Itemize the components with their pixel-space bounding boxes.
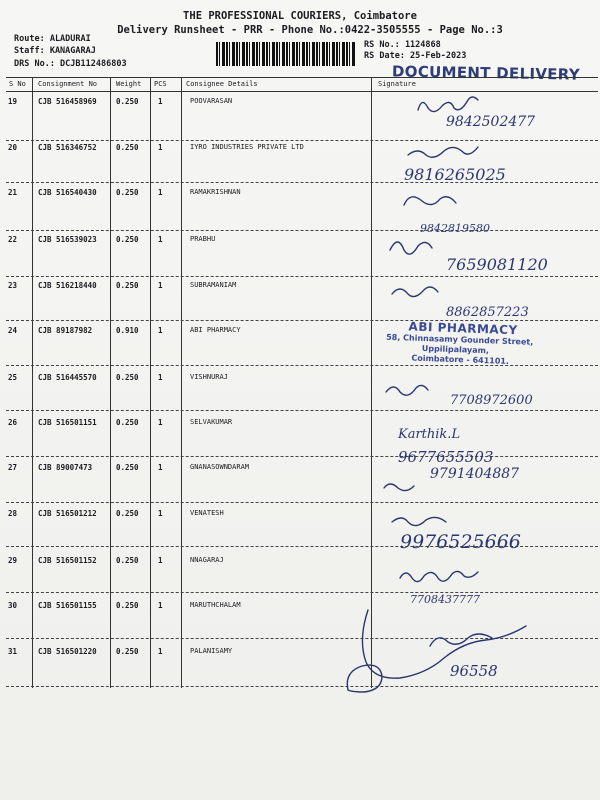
- table-top-border: [6, 77, 598, 78]
- row-separator: [6, 638, 598, 639]
- company-title: THE PROFESSIONAL COURIERS, Coimbatore: [183, 10, 417, 22]
- row-pcs: 1: [158, 326, 163, 335]
- handwritten-phone: 9842819580: [420, 222, 490, 235]
- col-sno: S No: [9, 80, 26, 88]
- row-pcs: 1: [158, 143, 163, 152]
- pharmacy-stamp-name: ABI PHARMACY: [408, 319, 518, 338]
- table-header-border: [6, 91, 598, 92]
- row-consignment: CJB 516501152: [38, 556, 97, 565]
- signature-mark: [418, 97, 478, 112]
- row-weight: 0.250: [116, 463, 139, 472]
- handwritten-phone: 9791404887: [430, 466, 520, 482]
- row-consignee: PALANISAMY: [190, 647, 233, 655]
- row-sno: 31: [8, 647, 18, 656]
- row-consignment: CJB 89007473: [38, 463, 93, 472]
- handwritten-phone: 96558: [450, 662, 498, 680]
- pharmacy-stamp-address: Uppilipalayam,: [421, 343, 490, 356]
- row-weight: 0.910: [116, 326, 139, 335]
- row-consignee: RAMAKRISHNAN: [190, 188, 241, 196]
- barcode: [216, 42, 356, 66]
- row-weight: 0.250: [116, 556, 139, 565]
- row-separator: [6, 140, 598, 141]
- row-sno: 22: [8, 235, 18, 244]
- col-divider: [32, 78, 33, 688]
- row-separator: [6, 456, 598, 457]
- row-separator: [6, 276, 598, 277]
- signature-mark: [362, 610, 526, 678]
- row-weight: 0.250: [116, 281, 139, 290]
- row-weight: 0.250: [116, 97, 139, 106]
- row-consignee: GNANASOWNDARAM: [190, 463, 250, 471]
- row-consignee: MARUTHCHALAM: [190, 601, 241, 609]
- handwritten-phone: 9842502477: [446, 114, 536, 130]
- col-signature: Signature: [378, 80, 416, 88]
- row-consignment: CJB 516539023: [38, 235, 97, 244]
- row-consignment: CJB 516458969: [38, 97, 97, 106]
- drs-number: DRS No.: DCJB112486803: [14, 59, 127, 69]
- signature-mark: [430, 634, 492, 646]
- row-weight: 0.250: [116, 143, 139, 152]
- runsheet-subtitle: Delivery Runsheet - PRR - Phone No.:0422-3505555 - Page No.:3: [117, 24, 503, 36]
- row-pcs: 1: [158, 463, 163, 472]
- row-sno: 19: [8, 97, 18, 106]
- row-sno: 20: [8, 143, 18, 152]
- row-consignee: SUBRAMANIAM: [190, 281, 237, 289]
- staff-label: Staff: KANAGARAJ: [14, 46, 96, 56]
- row-weight: 0.250: [116, 509, 139, 518]
- row-weight: 0.250: [116, 647, 139, 656]
- pharmacy-stamp-address: 58, Chinnasamy Gounder Street,: [386, 332, 534, 347]
- row-weight: 0.250: [116, 601, 139, 610]
- col-pcs: PCS: [154, 80, 167, 88]
- row-separator: [6, 686, 598, 687]
- row-weight: 0.250: [116, 188, 139, 197]
- row-consignment: CJB 516501155: [38, 601, 97, 610]
- row-pcs: 1: [158, 373, 163, 382]
- row-sno: 29: [8, 556, 18, 565]
- handwritten-phone: 7659081120: [446, 255, 548, 274]
- signature-mark: [347, 665, 382, 692]
- row-pcs: 1: [158, 281, 163, 290]
- row-pcs: 1: [158, 97, 163, 106]
- rs-number: RS No.: 1124868: [364, 40, 441, 50]
- row-consignee: VENATESH: [190, 509, 224, 517]
- rs-date: RS Date: 25-Feb-2023: [364, 51, 467, 61]
- signature-mark: [404, 197, 456, 205]
- handwritten-name: Karthik.L: [398, 427, 461, 442]
- row-consignee: IYRO INDUSTRIES PRIVATE LTD: [190, 143, 304, 151]
- row-sno: 24: [8, 326, 18, 335]
- row-sno: 28: [8, 509, 18, 518]
- row-consignee: VISHNURAJ: [190, 373, 228, 381]
- row-consignee: NNAGARAJ: [190, 556, 224, 564]
- row-sno: 25: [8, 373, 18, 382]
- col-divider: [371, 78, 372, 688]
- row-pcs: 1: [158, 601, 163, 610]
- row-sno: 27: [8, 463, 18, 472]
- row-pcs: 1: [158, 509, 163, 518]
- signature-mark: [400, 571, 478, 581]
- handwritten-phone: 9976525666: [400, 531, 521, 553]
- signature-mark: [386, 385, 428, 395]
- col-divider: [150, 78, 151, 688]
- row-weight: 0.250: [116, 373, 139, 382]
- row-sno: 23: [8, 281, 18, 290]
- handwritten-phone: 7708972600: [450, 393, 533, 408]
- signature-mark: [408, 147, 478, 157]
- row-separator: [6, 546, 598, 547]
- row-weight: 0.250: [116, 418, 139, 427]
- row-sno: 26: [8, 418, 18, 427]
- row-separator: [6, 230, 598, 231]
- row-pcs: 1: [158, 235, 163, 244]
- row-separator: [6, 592, 598, 593]
- row-separator: [6, 320, 598, 321]
- row-sno: 21: [8, 188, 18, 197]
- row-separator: [6, 410, 598, 411]
- row-pcs: 1: [158, 647, 163, 656]
- pharmacy-stamp-address: Coimbatore - 641101.: [411, 353, 510, 366]
- row-pcs: 1: [158, 418, 163, 427]
- row-separator: [6, 182, 598, 183]
- handwritten-phone: 8862857223: [446, 305, 529, 320]
- row-consignee: SELVAKUMAR: [190, 418, 233, 426]
- row-sno: 30: [8, 601, 18, 610]
- document-delivery-stamp: DOCUMENT DELIVERY: [391, 62, 581, 84]
- signature-mark: [384, 484, 414, 491]
- row-consignment: CJB 516501212: [38, 509, 97, 518]
- row-consignment: CJB 89187982: [38, 326, 93, 335]
- col-weight: Weight: [116, 80, 142, 88]
- row-consignment: CJB 516218440: [38, 281, 97, 290]
- row-consignee: PRABHU: [190, 235, 216, 243]
- row-consignment: CJB 516445570: [38, 373, 97, 382]
- col-consignment: Consignment No: [38, 80, 98, 88]
- pharmacy-stamp: [381, 319, 582, 370]
- row-weight: 0.250: [116, 235, 139, 244]
- row-consignee: POOVARASAN: [190, 97, 233, 105]
- row-consignee: ABI PHARMACY: [190, 326, 241, 334]
- handwritten-phone: 9677655503: [398, 448, 494, 466]
- row-separator: [6, 502, 598, 503]
- signature-mark: [392, 287, 438, 297]
- row-consignment: CJB 516540430: [38, 188, 97, 197]
- row-pcs: 1: [158, 556, 163, 565]
- col-details: Consignee Details: [186, 80, 258, 88]
- handwritten-phone: 7708437777: [410, 593, 480, 606]
- col-divider: [110, 78, 111, 688]
- row-consignment: CJB 516346752: [38, 143, 97, 152]
- row-pcs: 1: [158, 188, 163, 197]
- row-consignment: CJB 516501220: [38, 647, 97, 656]
- handwritten-phone: 9816265025: [404, 165, 506, 184]
- route-label: Route: ALADURAI: [14, 34, 91, 44]
- signature-mark: [392, 517, 446, 525]
- col-divider: [181, 78, 182, 688]
- signature-mark: [390, 242, 432, 254]
- row-consignment: CJB 516501151: [38, 418, 97, 427]
